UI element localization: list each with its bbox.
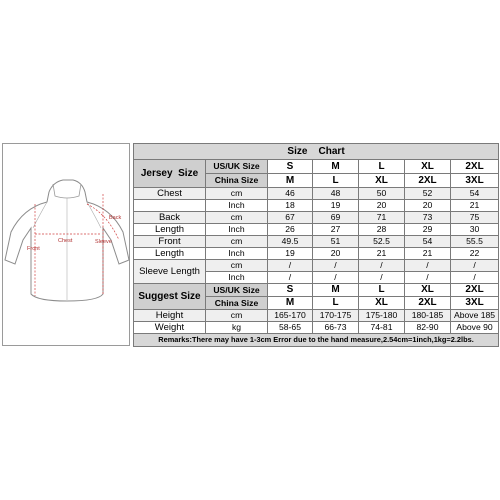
value-cell: 175-180 <box>359 310 405 322</box>
value-cell: 51 <box>313 236 359 248</box>
value-cell: 30 <box>451 224 499 236</box>
value-cell: 20 <box>359 200 405 212</box>
us-size-cell: 2XL <box>451 160 499 174</box>
us-uk-size-row <box>134 160 499 174</box>
value-cell: 180-185 <box>405 310 451 322</box>
size-chart-table <box>133 143 499 347</box>
row-label: Chest <box>134 188 206 200</box>
value-cell: 82-90 <box>405 322 451 334</box>
china-size-cell: 3XL <box>451 174 499 188</box>
unit-cell: Inch <box>206 224 268 236</box>
value-cell: / <box>451 260 499 272</box>
value-cell: / <box>451 272 499 284</box>
unit-cell: Inch <box>206 272 268 284</box>
table-row <box>134 224 499 236</box>
us-size-cell: L <box>359 284 405 297</box>
value-cell: Above 90 <box>451 322 499 334</box>
value-cell: 19 <box>313 200 359 212</box>
value-cell: / <box>313 260 359 272</box>
remarks-row <box>134 334 499 347</box>
table-row <box>134 200 499 212</box>
value-cell: 66-73 <box>313 322 359 334</box>
height-row <box>134 310 499 322</box>
value-cell: 29 <box>405 224 451 236</box>
china-size-cell: XL <box>359 174 405 188</box>
sleeve-length-label: Sleeve Length <box>134 260 206 284</box>
china-size-cell: M <box>268 174 313 188</box>
suggest-size-label: Suggest Size <box>134 284 206 310</box>
value-cell: 26 <box>268 224 313 236</box>
value-cell: 165-170 <box>268 310 313 322</box>
value-cell: 50 <box>359 188 405 200</box>
china-size-cell: XL <box>359 297 405 310</box>
unit-cell: cm <box>206 310 268 322</box>
table-row <box>134 248 499 260</box>
value-cell: / <box>359 260 405 272</box>
value-cell: / <box>405 260 451 272</box>
jersey-size-label: Jersey Size <box>134 160 206 188</box>
back-label: Back <box>109 215 122 221</box>
value-cell: / <box>268 260 313 272</box>
us-size-cell: XL <box>405 160 451 174</box>
value-cell: / <box>268 272 313 284</box>
value-cell: 48 <box>313 188 359 200</box>
unit-cell: Inch <box>206 200 268 212</box>
unit-cell: kg <box>206 322 268 334</box>
china-size-label: China Size <box>206 297 268 310</box>
weight-label: Weight <box>134 322 206 334</box>
table-row <box>134 212 499 224</box>
value-cell: 54 <box>451 188 499 200</box>
value-cell: / <box>359 272 405 284</box>
value-cell: 54 <box>405 236 451 248</box>
value-cell: 18 <box>268 200 313 212</box>
value-cell: 73 <box>405 212 451 224</box>
us-size-cell: XL <box>405 284 451 297</box>
row-label: Length <box>134 224 206 236</box>
value-cell: 21 <box>359 248 405 260</box>
us-size-cell: M <box>313 160 359 174</box>
unit-cell: Inch <box>206 248 268 260</box>
chart-title-row <box>134 144 499 160</box>
unit-cell: cm <box>206 236 268 248</box>
unit-cell: cm <box>206 212 268 224</box>
us-uk-size-label: US/UK Size <box>206 160 268 174</box>
value-cell: 46 <box>268 188 313 200</box>
jersey-figure-panel <box>2 143 130 346</box>
us-size-cell: L <box>359 160 405 174</box>
china-size-cell: 3XL <box>451 297 499 310</box>
china-size-cell: 2XL <box>405 297 451 310</box>
value-cell: 27 <box>313 224 359 236</box>
value-cell: / <box>313 272 359 284</box>
china-size-cell: L <box>313 174 359 188</box>
value-cell: 28 <box>359 224 405 236</box>
us-size-cell: 2XL <box>451 284 499 297</box>
suggest-us-uk-row <box>134 284 499 297</box>
table-row <box>134 188 499 200</box>
row-label: Front <box>134 236 206 248</box>
us-size-cell: S <box>268 160 313 174</box>
value-cell: 55.5 <box>451 236 499 248</box>
china-size-cell: L <box>313 297 359 310</box>
value-cell: 49.5 <box>268 236 313 248</box>
value-cell: 22 <box>451 248 499 260</box>
unit-cell: cm <box>206 188 268 200</box>
value-cell: / <box>405 272 451 284</box>
china-size-cell: 2XL <box>405 174 451 188</box>
height-label: Height <box>134 310 206 322</box>
front-label: Front <box>27 246 40 252</box>
value-cell: Above 185 <box>451 310 499 322</box>
table-row <box>134 236 499 248</box>
value-cell: 58-65 <box>268 322 313 334</box>
value-cell: 20 <box>405 200 451 212</box>
us-size-cell: M <box>313 284 359 297</box>
value-cell: 52.5 <box>359 236 405 248</box>
table-row <box>134 260 499 272</box>
us-uk-size-label: US/UK Size <box>206 284 268 297</box>
value-cell: 67 <box>268 212 313 224</box>
chart-title: Size Chart <box>134 144 499 160</box>
value-cell: 21 <box>451 200 499 212</box>
weight-row <box>134 322 499 334</box>
value-cell: 69 <box>313 212 359 224</box>
value-cell: 52 <box>405 188 451 200</box>
value-cell: 19 <box>268 248 313 260</box>
jersey-illustration <box>3 144 131 347</box>
us-size-cell: S <box>268 284 313 297</box>
value-cell: 75 <box>451 212 499 224</box>
remarks-text: Remarks:There may have 1-3cm Error due to the hand measure,2.54cm=1inch,1kg=2.2lbs. <box>134 334 499 347</box>
china-size-label: China Size <box>206 174 268 188</box>
unit-cell: cm <box>206 260 268 272</box>
value-cell: 74-81 <box>359 322 405 334</box>
china-size-cell: M <box>268 297 313 310</box>
value-cell: 170-175 <box>313 310 359 322</box>
value-cell: 21 <box>405 248 451 260</box>
value-cell: 71 <box>359 212 405 224</box>
chest-label: Chest <box>58 238 73 244</box>
row-label: Length <box>134 248 206 260</box>
row-label: Back <box>134 212 206 224</box>
value-cell: 20 <box>313 248 359 260</box>
row-label <box>134 200 206 212</box>
sleeve-label: Sleeve <box>95 239 112 245</box>
